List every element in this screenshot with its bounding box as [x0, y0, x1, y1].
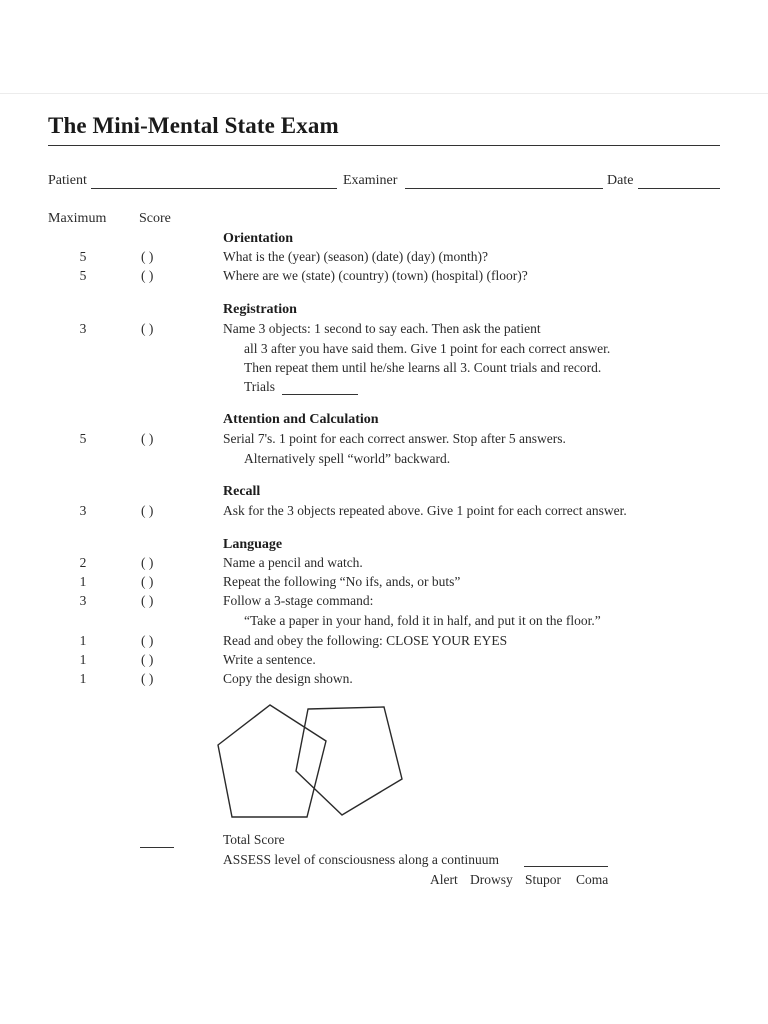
item-continuation: Alternatively spell “world” backward.: [244, 451, 451, 466]
level-drowsy: Drowsy: [470, 872, 513, 887]
score-field[interactable]: ( ): [141, 574, 154, 589]
level-alert: Alert: [430, 872, 458, 887]
header-info-row: [48, 173, 720, 193]
score-field[interactable]: ( ): [141, 268, 154, 283]
max-points: 1: [79, 633, 87, 648]
orientation-item: [0, 268, 768, 286]
language-item: [0, 633, 768, 651]
trials-label: Trials: [244, 379, 276, 394]
level-stupor: Stupor: [525, 872, 562, 887]
max-points: 1: [79, 652, 87, 667]
max-points: 3: [79, 503, 87, 518]
item-text: Name a pencil and watch.: [223, 555, 363, 570]
section-language-title: Language: [223, 537, 283, 552]
max-points: 2: [79, 555, 87, 570]
language-item: [0, 555, 768, 573]
item-text: Copy the design shown.: [223, 671, 353, 686]
score-field[interactable]: ( ): [141, 431, 154, 446]
item-text: Follow a 3-stage command:: [223, 593, 374, 608]
page-title: The Mini-Mental State Exam: [48, 113, 339, 138]
max-points: 1: [79, 671, 87, 686]
max-points: 5: [79, 268, 87, 283]
score-field[interactable]: ( ): [141, 249, 154, 264]
score-column-header: Score: [139, 211, 171, 226]
top-band: [0, 0, 768, 94]
item-text: Read and obey the following: CLOSE YOUR EYES: [223, 633, 508, 648]
attention-item: [0, 431, 768, 449]
title-rule: [48, 145, 720, 146]
language-item: [0, 593, 768, 611]
orientation-item: [0, 249, 768, 267]
item-text: Write a sentence.: [223, 652, 316, 667]
max-points: 5: [79, 431, 87, 446]
item-text: What is the (year) (season) (date) (day) (month)?: [223, 249, 489, 264]
assess-label: ASSESS level of consciousness along a continuum: [223, 852, 499, 867]
score-field[interactable]: ( ): [141, 671, 154, 686]
section-registration-title: Registration: [223, 302, 297, 317]
examiner-label: Examiner: [343, 173, 398, 188]
score-field[interactable]: ( ): [141, 593, 154, 608]
item-text: Repeat the following “No ifs, ands, or buts”: [223, 574, 461, 589]
max-points: 3: [79, 593, 87, 608]
exam-form: [0, 93, 768, 1024]
section-orientation-title: Orientation: [223, 231, 293, 246]
recall-item: [0, 503, 768, 521]
language-item: [0, 671, 768, 689]
item-continuation: all 3 after you have said them. Give 1 point for each correct answer.: [244, 341, 611, 356]
max-points: 1: [79, 574, 87, 589]
level-coma: Coma: [576, 872, 609, 887]
command-quote: “Take a paper in your hand, fold it in half, and put it on the floor.”: [244, 613, 601, 628]
item-text: Ask for the 3 objects repeated above. Give 1 point for each correct answer.: [223, 503, 627, 518]
total-score-field[interactable]: [140, 847, 174, 848]
language-item: [0, 574, 768, 592]
date-label: Date: [607, 173, 634, 188]
item-text: Serial 7's. 1 point for each correct answer. Stop after 5 answers.: [223, 431, 566, 446]
score-field[interactable]: ( ): [141, 652, 154, 667]
max-points: 3: [79, 321, 87, 336]
examiner-field[interactable]: [405, 188, 603, 189]
section-recall-title: Recall: [223, 484, 261, 499]
consciousness-level-field[interactable]: [524, 866, 608, 867]
maximum-column-header: Maximum: [48, 211, 107, 226]
patient-field[interactable]: [91, 188, 337, 189]
intersecting-pentagons-icon: [212, 699, 412, 827]
score-field[interactable]: ( ): [141, 321, 154, 336]
trials-field[interactable]: [282, 394, 358, 395]
language-item: [0, 652, 768, 670]
score-field[interactable]: ( ): [141, 555, 154, 570]
item-text: Name 3 objects: 1 second to say each. Then ask the patient: [223, 321, 541, 336]
section-attention-title: Attention and Calculation: [223, 412, 379, 427]
item-text: Where are we (state) (country) (town) (hospital) (floor)?: [223, 268, 528, 283]
registration-item: [0, 321, 768, 339]
score-field[interactable]: ( ): [141, 503, 154, 518]
max-points: 5: [79, 249, 87, 264]
score-field[interactable]: ( ): [141, 633, 154, 648]
item-continuation: Then repeat them until he/she learns all 3. Count trials and record.: [244, 360, 602, 375]
patient-label: Patient: [48, 173, 87, 188]
total-score-label: Total Score: [223, 832, 285, 847]
date-field[interactable]: [638, 188, 720, 189]
